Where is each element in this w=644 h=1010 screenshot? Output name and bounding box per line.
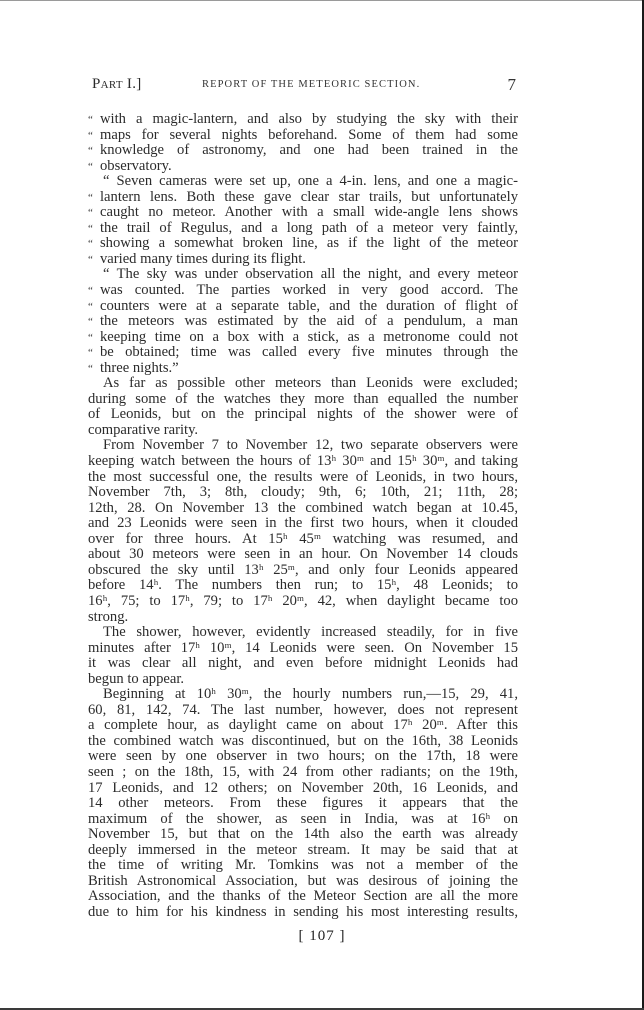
text-line — [88, 501, 518, 517]
quote-mark: “ — [88, 316, 93, 329]
text-line — [88, 889, 518, 905]
quote-mark: “ — [88, 238, 93, 251]
text-line — [88, 843, 518, 859]
body-text — [88, 112, 518, 920]
line-text: obscured the sky until 13ʰ 25ᵐ, and only four Leonids appeared — [88, 561, 518, 578]
line-text: due to him for his kindness in sending his most interesting results, — [88, 903, 518, 920]
line-text: the combined watch was discontinued, but on the 16th, 38 Leonids — [88, 732, 518, 749]
text-line — [88, 547, 518, 563]
quote-mark: “ — [88, 331, 93, 344]
quote-mark: “ — [88, 114, 93, 126]
line-text: the time of writing Mr. Tomkins was not a member of the — [88, 857, 518, 874]
text-line — [88, 781, 518, 797]
text-line — [88, 641, 518, 657]
text-line — [88, 827, 518, 843]
line-text: November 15, but that on the 14th also the earth was already — [88, 826, 518, 843]
quote-mark: “ — [88, 300, 93, 313]
quote-mark: “ — [88, 253, 93, 266]
line-text: keeping watch between the hours of 13ʰ 30ᵐ and 15ʰ 30ᵐ, and taking — [88, 453, 518, 470]
text-line — [88, 159, 518, 175]
line-text: 12th, 28. On November 13 the combined watch began at 10.45, — [88, 499, 518, 516]
line-text: over for three hours. At 15ʰ 45ᵐ watching was resumed, and — [88, 530, 518, 547]
text-line — [88, 190, 518, 206]
text-line — [88, 765, 518, 781]
text-line — [88, 407, 518, 423]
text-line — [88, 874, 518, 890]
quote-mark: “ — [88, 222, 93, 235]
line-text: be obtained; time was called every five minutes through the — [100, 344, 518, 361]
text-line — [88, 454, 518, 470]
line-text: maximum of the shower, as seen in India, was at 16ʰ on — [88, 810, 518, 827]
running-title: REPORT OF THE METEORIC SECTION. — [202, 79, 421, 90]
quote-mark: “ — [88, 207, 93, 220]
text-line — [88, 314, 518, 330]
line-text: during some of the watches they more than equalled the number — [88, 390, 518, 407]
text-line — [88, 516, 518, 532]
text-line — [88, 578, 518, 594]
line-text: three nights.” — [100, 359, 179, 376]
line-text: a complete hour, as daylight came on about 17ʰ 20ᵐ. After this — [88, 717, 518, 734]
line-text: “ Seven cameras were set up, one a 4-in. lens, and one a magic- — [103, 173, 518, 190]
line-text: lantern lens. Both these gave clear star trails, but unfortunately — [100, 188, 518, 205]
quote-mark: “ — [88, 347, 93, 360]
line-text: knowledge of astronomy, and one had been trained in the — [100, 142, 518, 159]
text-line — [88, 267, 518, 283]
text-line — [88, 252, 518, 268]
text-line — [88, 594, 518, 610]
line-text: deeply immersed in the meteor stream. It may be said that at — [88, 841, 518, 858]
text-line — [88, 734, 518, 750]
quote-mark: “ — [88, 145, 93, 158]
line-text: begun to appear. — [88, 670, 185, 687]
text-line — [88, 330, 518, 346]
line-text: minutes after 17ʰ 10ᵐ, 14 Leonids were seen. On November 15 — [88, 639, 518, 656]
running-header — [92, 76, 516, 96]
line-text: British Astronomical Association, but was desirous of joining the — [88, 872, 518, 889]
text-line — [88, 283, 518, 299]
line-text: 16ʰ, 75; to 17ʰ, 79; to 17ʰ 20ᵐ, 42, when daylight became too — [88, 592, 518, 609]
text-line — [88, 485, 518, 501]
page-number: 7 — [507, 75, 516, 94]
quote-mark: “ — [88, 362, 93, 375]
text-line — [88, 361, 518, 377]
line-text: November 7th, 3; 8th, cloudy; 9th, 6; 10th, 21; 11th, 28; — [88, 484, 518, 501]
quote-mark: “ — [88, 129, 93, 142]
text-line — [88, 470, 518, 486]
line-text: keeping time on a box with a stick, as a metronome could not — [100, 328, 518, 345]
line-text: caught no meteor. Another with a small wide-angle lens shows — [100, 204, 518, 221]
printer-signature: [ 107 ] — [298, 928, 346, 944]
text-line — [88, 718, 518, 734]
text-line — [88, 345, 518, 361]
text-line — [88, 112, 518, 128]
line-text: seen ; on the 18th, 15, with 24 from other radiants; on the 19th, — [88, 763, 518, 780]
line-text: Association, and the thanks of the Meteor Section are all the more — [88, 888, 518, 905]
line-text: showing a somewhat broken line, as if the light of the meteor — [100, 235, 518, 252]
line-text: counters were at a separate table, and the duration of flight of — [100, 297, 518, 314]
line-text: 17 Leonids, and 12 others; on November 20th, 16 Leonids, and — [88, 779, 518, 796]
line-text: the most successful one, the results were of Leonids, in two hours, — [88, 468, 518, 485]
line-text: As far as possible other meteors than Leonids were excluded; — [103, 375, 518, 392]
text-line — [88, 423, 518, 439]
text-line — [88, 687, 518, 703]
line-text: and 23 Leonids were seen in the first two hours, when it clouded — [88, 515, 518, 532]
text-line — [88, 438, 518, 454]
text-line — [88, 672, 518, 688]
text-line — [88, 174, 518, 190]
text-line — [88, 563, 518, 579]
quote-mark: “ — [88, 191, 93, 204]
text-line — [88, 656, 518, 672]
text-line — [88, 143, 518, 159]
text-line — [88, 205, 518, 221]
line-text: maps for several nights beforehand. Some of them had some — [100, 126, 518, 143]
text-line — [88, 796, 518, 812]
text-line — [88, 703, 518, 719]
line-text: with a magic-lantern, and also by studying the sky with their — [100, 111, 518, 127]
text-line — [88, 236, 518, 252]
line-text: the trail of Regulus, and a long path of a meteor very faintly, — [100, 219, 518, 236]
text-line — [88, 905, 518, 921]
text-line — [88, 812, 518, 828]
part-label: Part I.] — [92, 76, 142, 92]
line-text: observatory. — [100, 157, 172, 174]
line-text: it was clear all night, and even before midnight Leonids had — [88, 655, 518, 672]
text-line — [88, 625, 518, 641]
line-text: 60, 81, 142, 74. The last number, however, does not represent — [88, 701, 518, 718]
line-text: strong. — [88, 608, 129, 625]
line-text: Beginning at 10ʰ 30ᵐ, the hourly numbers run,—15, 29, 41, — [103, 686, 518, 703]
text-line — [88, 128, 518, 144]
text-line — [88, 610, 518, 626]
quote-mark: “ — [88, 160, 93, 173]
line-text: were seen by one observer in two hours; on the 17th, 18 were — [88, 748, 518, 765]
line-text: The shower, however, evidently increased steadily, for in five — [103, 624, 518, 641]
line-text: 14 other meteors. From these figures it appears that the — [88, 795, 518, 812]
page-top-edge — [0, 0, 644, 1]
line-text: about 30 meteors were seen in an hour. On November 14 clouds — [88, 546, 518, 563]
line-text: before 14ʰ. The numbers then run; to 15ʰ, 48 Leonids; to — [88, 577, 518, 594]
line-text: comparative rarity. — [88, 421, 199, 438]
text-line — [88, 532, 518, 548]
line-text: “ The sky was under observation all the night, and every meteor — [103, 266, 518, 283]
quote-mark: “ — [88, 285, 93, 298]
text-line — [88, 299, 518, 315]
text-line — [88, 858, 518, 874]
text-line — [88, 749, 518, 765]
text-line — [88, 221, 518, 237]
text-line — [88, 392, 518, 408]
text-line — [88, 376, 518, 392]
line-text: From November 7 to November 12, two separate observers were — [103, 437, 518, 454]
line-text: the meteors was estimated by the aid of a pendulum, a man — [100, 313, 518, 330]
line-text: of Leonids, but on the principal nights of the shower were of — [88, 406, 518, 423]
line-text: varied many times during its flight. — [100, 250, 306, 267]
line-text: was counted. The parties worked in very good accord. The — [100, 282, 518, 299]
